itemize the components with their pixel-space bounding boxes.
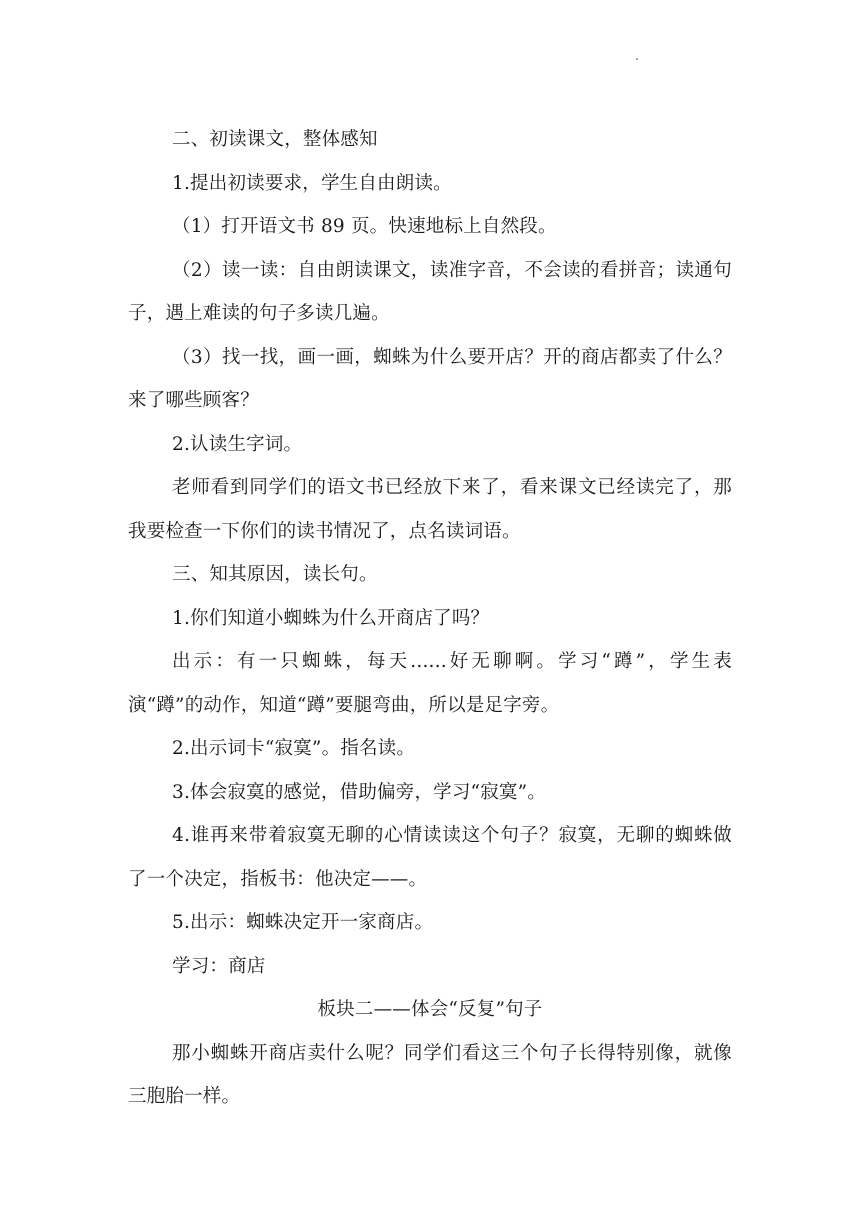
display-paragraph: 出示：有一只蜘蛛，每天......好无聊啊。学习“蹲”，学生表演“蹲”的动作，知道“蹲”要腿弯曲，所以是足字旁。 (128, 651, 732, 716)
step-2: 2.认读生字词。 (172, 433, 303, 455)
item-3: 3.体会寂寞的感觉，借助偏旁，学习“寂寞”。 (172, 781, 546, 803)
substep-1: （1）打开语文书 89 页。快速地标上自然段。 (172, 216, 557, 237)
section-heading-2: 二、初读课文，整体感知 (172, 129, 378, 150)
document-body (128, 118, 732, 1119)
section-heading-3: 三、知其原因，读长句。 (172, 564, 378, 585)
substep-3: （3）找一找，画一画，蜘蛛为什么要开店？开的商店都卖了什么？来了哪些顾客？ (128, 346, 732, 411)
study-line: 学习：商店 (172, 955, 266, 977)
item-2: 2.出示词卡“寂寞”。指名读。 (172, 738, 416, 759)
question-1: 1.你们知道小蜘蛛为什么开商店了吗？ (172, 607, 490, 629)
teacher-paragraph: 老师看到同学们的语文书已经放下来了，看来课文已经读完了，那我要检查一下你们的读书情况了，点名读词语。 (128, 477, 732, 542)
block-title: 板块二——体会“反复”句子 (317, 999, 543, 1020)
closing-paragraph: 那小蜘蛛开商店卖什么呢？同学们看这三个句子长得特别像，就像三胞胎一样。 (128, 1042, 732, 1107)
item-5: 5.出示：蜘蛛决定开一家商店。 (172, 912, 434, 933)
page-mark (636, 58, 638, 60)
item-4: 4.谁再来带着寂寞无聊的心情读读这个句子？寂寞，无聊的蜘蛛做了一个决定，指板书：他决定——。 (128, 825, 732, 890)
step-1: 1.提出初读要求，学生自由朗读。 (172, 172, 452, 194)
substep-2: （2）读一读：自由朗读课文，读准字音，不会读的看拼音；读通句子，遇上难读的句子多读几遍。 (128, 259, 732, 324)
